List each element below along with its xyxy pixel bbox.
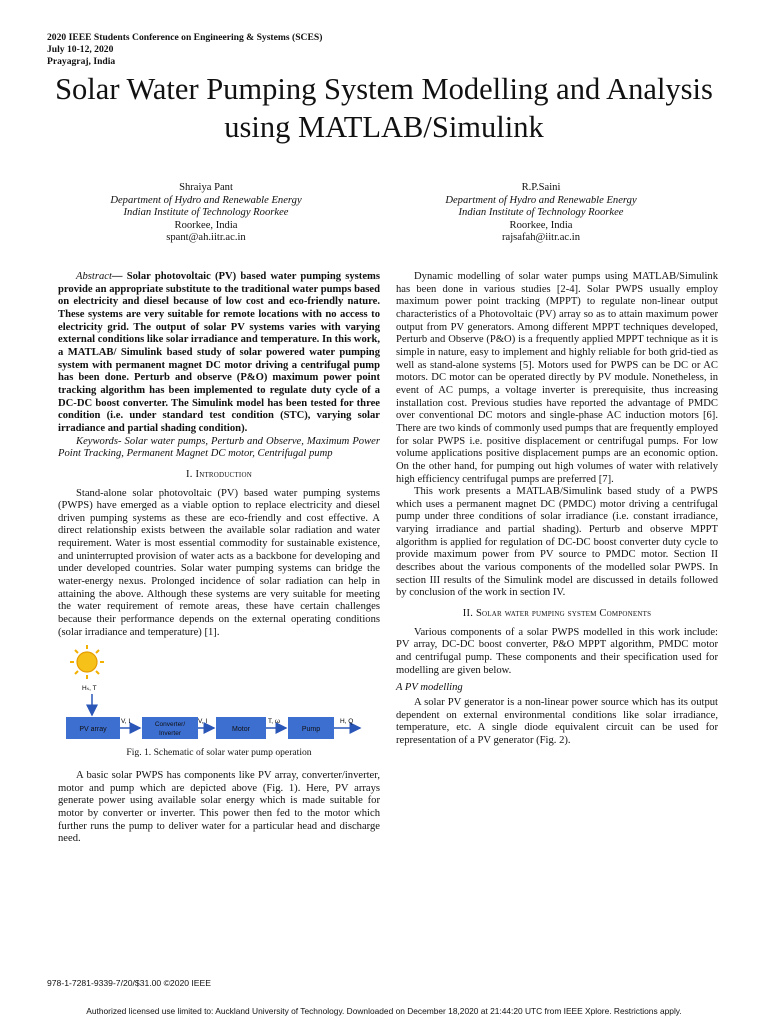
author-city: Roorkee, India — [509, 219, 573, 231]
sun-icon — [70, 645, 104, 679]
conference-name: 2020 IEEE Students Conference on Engineering & Systems (SCES) — [47, 32, 323, 43]
author-block-2 — [391, 182, 691, 245]
isbn-footer: 978-1-7281-9339-7/20/$31.00 ©2020 IEEE — [47, 978, 212, 988]
author-name: Shraiya Pant — [179, 182, 233, 193]
left-column — [58, 271, 380, 846]
arrow-3-label: T, ω — [268, 718, 280, 726]
abstract-label: Abstract — [76, 271, 112, 282]
conference-dates: July 10-12, 2020 — [47, 44, 114, 55]
section-heading-introduction: I. Introduction — [186, 468, 252, 480]
abstract-dash: — — [111, 271, 123, 282]
paper-title: Solar Water Pumping System Modelling and Analysis using MATLAB/Simulink — [55, 72, 713, 144]
block-pump — [288, 717, 334, 739]
abstract — [58, 271, 380, 436]
arrow-1-label: V, I — [121, 718, 131, 726]
arrow-2-label: V, I — [198, 718, 208, 726]
figure-1 — [58, 645, 380, 745]
section-heading-components: II. Solar water pumping system Components — [462, 608, 652, 620]
author-block-1 — [56, 182, 356, 245]
right-column — [396, 271, 718, 748]
block-converter-label-2: Inverter — [158, 730, 182, 738]
sun-label: Hₛ, T — [82, 685, 97, 693]
license-notice: Authorized licensed use limited to: Auckland University of Technology. Downloaded on December 18,2020 at 21:44:20 UTC from IEEE Xplore. Restrictions apply. — [86, 1006, 682, 1016]
author-city: Roorkee, India — [174, 219, 238, 231]
author-email[interactable]: rajsafah@iitr.ac.in — [502, 232, 580, 243]
right-paragraph-1: Dynamic modelling of solar water pumps using MATLAB/Simulink has been done in various studies [2-4]. Solar PWPS usually employ maximum power point tracking (MPPT) to regulate non-linear output characteristics of a Photovoltaic (PV) array so as to attain maximum power output from PV generators. Among different MPPT techniques developed, Perturb and Observe (P&O) is a frequently applied MPPT technique as it is simple in nature, easy to implement and highly reliable for both grid-tied as well as stand-alone systems [5]. Motors used for PWPS can be DC or AC motors. DC motor can be operated directly by PV module. Nonetheless, in event of AC pumps, a voltage inverter is prerequisite, thus increasing installation cost. Previous studies have reported the advantage of PMDC over conventional DC motors and single-phase AC induction motors [6]. There are two kinds of commonly used pumps that are frequently employed for solar PWPS i.e. positive displacement or centrifugal pumps. For low volume applications positive displacement pumps are an economic option. On the other hand, for pumping out high volumes of water with relatively high efficiency centrifugal pumps are preferred [7]. — [396, 271, 718, 485]
block-pump-label: Pump — [301, 726, 321, 734]
pv-modelling-paragraph: A solar PV generator is a non-linear power source which has its output dependent on external environmental conditions like solar irradiance, temperature, etc. A single diode equivalent circuit can be used for representation of a PV generator (Fig. 2). — [396, 697, 718, 746]
intro-paragraph-1: Stand-alone solar photovoltaic (PV) based water pumping systems (PWPS) have emerged as a viable option to replace electricity and diesel driven pumping systems as these are eco-friendly and cost effective. A direct relationship exists between the available solar radiation and water requirement. Water is most essential commodity for sustainable existence, and uninterrupted provision of water acts as a backbone for developing and under developed countries. Solar water pumping systems can bridge the water-energy nexus. Prolonged incidence of solar radiation can help in attaining the above. Although these systems are very suitable for meeting the water requirement of remote areas, these have certain challenges because their performance depends on the external operating conditions (solar irradiance and temperature) [1]. — [58, 487, 380, 638]
author-department: Department of Hydro and Renewable Energy — [110, 194, 302, 206]
block-motor — [216, 717, 266, 739]
author-institute: Indian Institute of Technology Roorkee — [123, 207, 289, 218]
block-converter-label-1: Converter/ — [154, 721, 186, 729]
keywords: Keywords- Solar water pumps, Perturb and Observe, Maximum Power Point Tracking, Permanent Magnet DC motor, Centrifugal pump — [58, 435, 380, 460]
components-paragraph: Various components of a solar PWPS modelled in this work include: PV array, DC-DC boost converter, P&O MPPT algorithm, PMDC motor and centrifugal pump. These components and their specification used for modelling are given below. — [396, 626, 718, 676]
block-pv-array-label: PV array — [79, 726, 107, 734]
figure-1-caption: Fig. 1. Schematic of solar water pump operation — [126, 747, 312, 759]
right-paragraph-2: This work presents a MATLAB/Simulink based study of a PWPS which uses a permanent magnet DC (PMDC) motor driving a centrifugal pump under three conditions of solar irradiance (i.e. constant irradiance, varying irradiance and partial shading). Perturb and observe MPPT algorithm is applied for regulation of DC-DC boost converter duty cycle to provide maximum power from PV source to PMDC motor. Section II describes about the various components of the modelled solar PWPS. In section III results of the Simulink model are discussed in details followed by conclusion of the work in section IV. — [396, 486, 718, 599]
author-name: R.P.Saini — [521, 182, 561, 193]
author-email[interactable]: spant@ah.iitr.ac.in — [166, 232, 246, 243]
author-institute: Indian Institute of Technology Roorkee — [458, 207, 624, 218]
block-converter — [142, 717, 198, 739]
subsection-heading-pv-modelling: A PV modelling — [396, 682, 463, 694]
author-department: Department of Hydro and Renewable Energy — [445, 194, 637, 206]
conference-location: Prayagraj, India — [47, 56, 116, 67]
conference-header — [47, 32, 322, 68]
arrow-4-label: H, Q — [340, 718, 354, 726]
schematic-diagram — [58, 645, 380, 745]
block-motor-label: Motor — [232, 726, 250, 734]
intro-paragraph-2: A basic solar PWPS has components like PV array, converter/inverter, motor and pump which are depicted above (Fig. 1). Here, PV arrays generate power using available solar energy which is made suitable for motor by converter or inverter. This power then fed to the motor which further runs the pump to deliver water for a particular head and discharge need. — [58, 770, 380, 845]
block-pv-array — [66, 717, 120, 739]
abstract-text: Solar photovoltaic (PV) based water pumping systems provide an appropriate substitute to the traditional water pumps based on electricity and diesel because of low cost and eco-friendly nature. These systems are very suitable for remote locations with no access to electricity grid. The output of solar PV systems varies with varying external conditions like solar irradiance and temperature. In this work, a MATLAB/ Simulink based study of solar powered water pumping system with permanent magnet DC motor driving a centrifugal pump has been done. Perturb and observe (P&O) maximum power point tracking algorithm has been implemented to regulate duty cycle of a DC-DC boost converter. The Simulink model has been tested for three condition (i.e. under standard test condition (STC), varying solar irradiance and partial shading condition). — [58, 271, 380, 434]
